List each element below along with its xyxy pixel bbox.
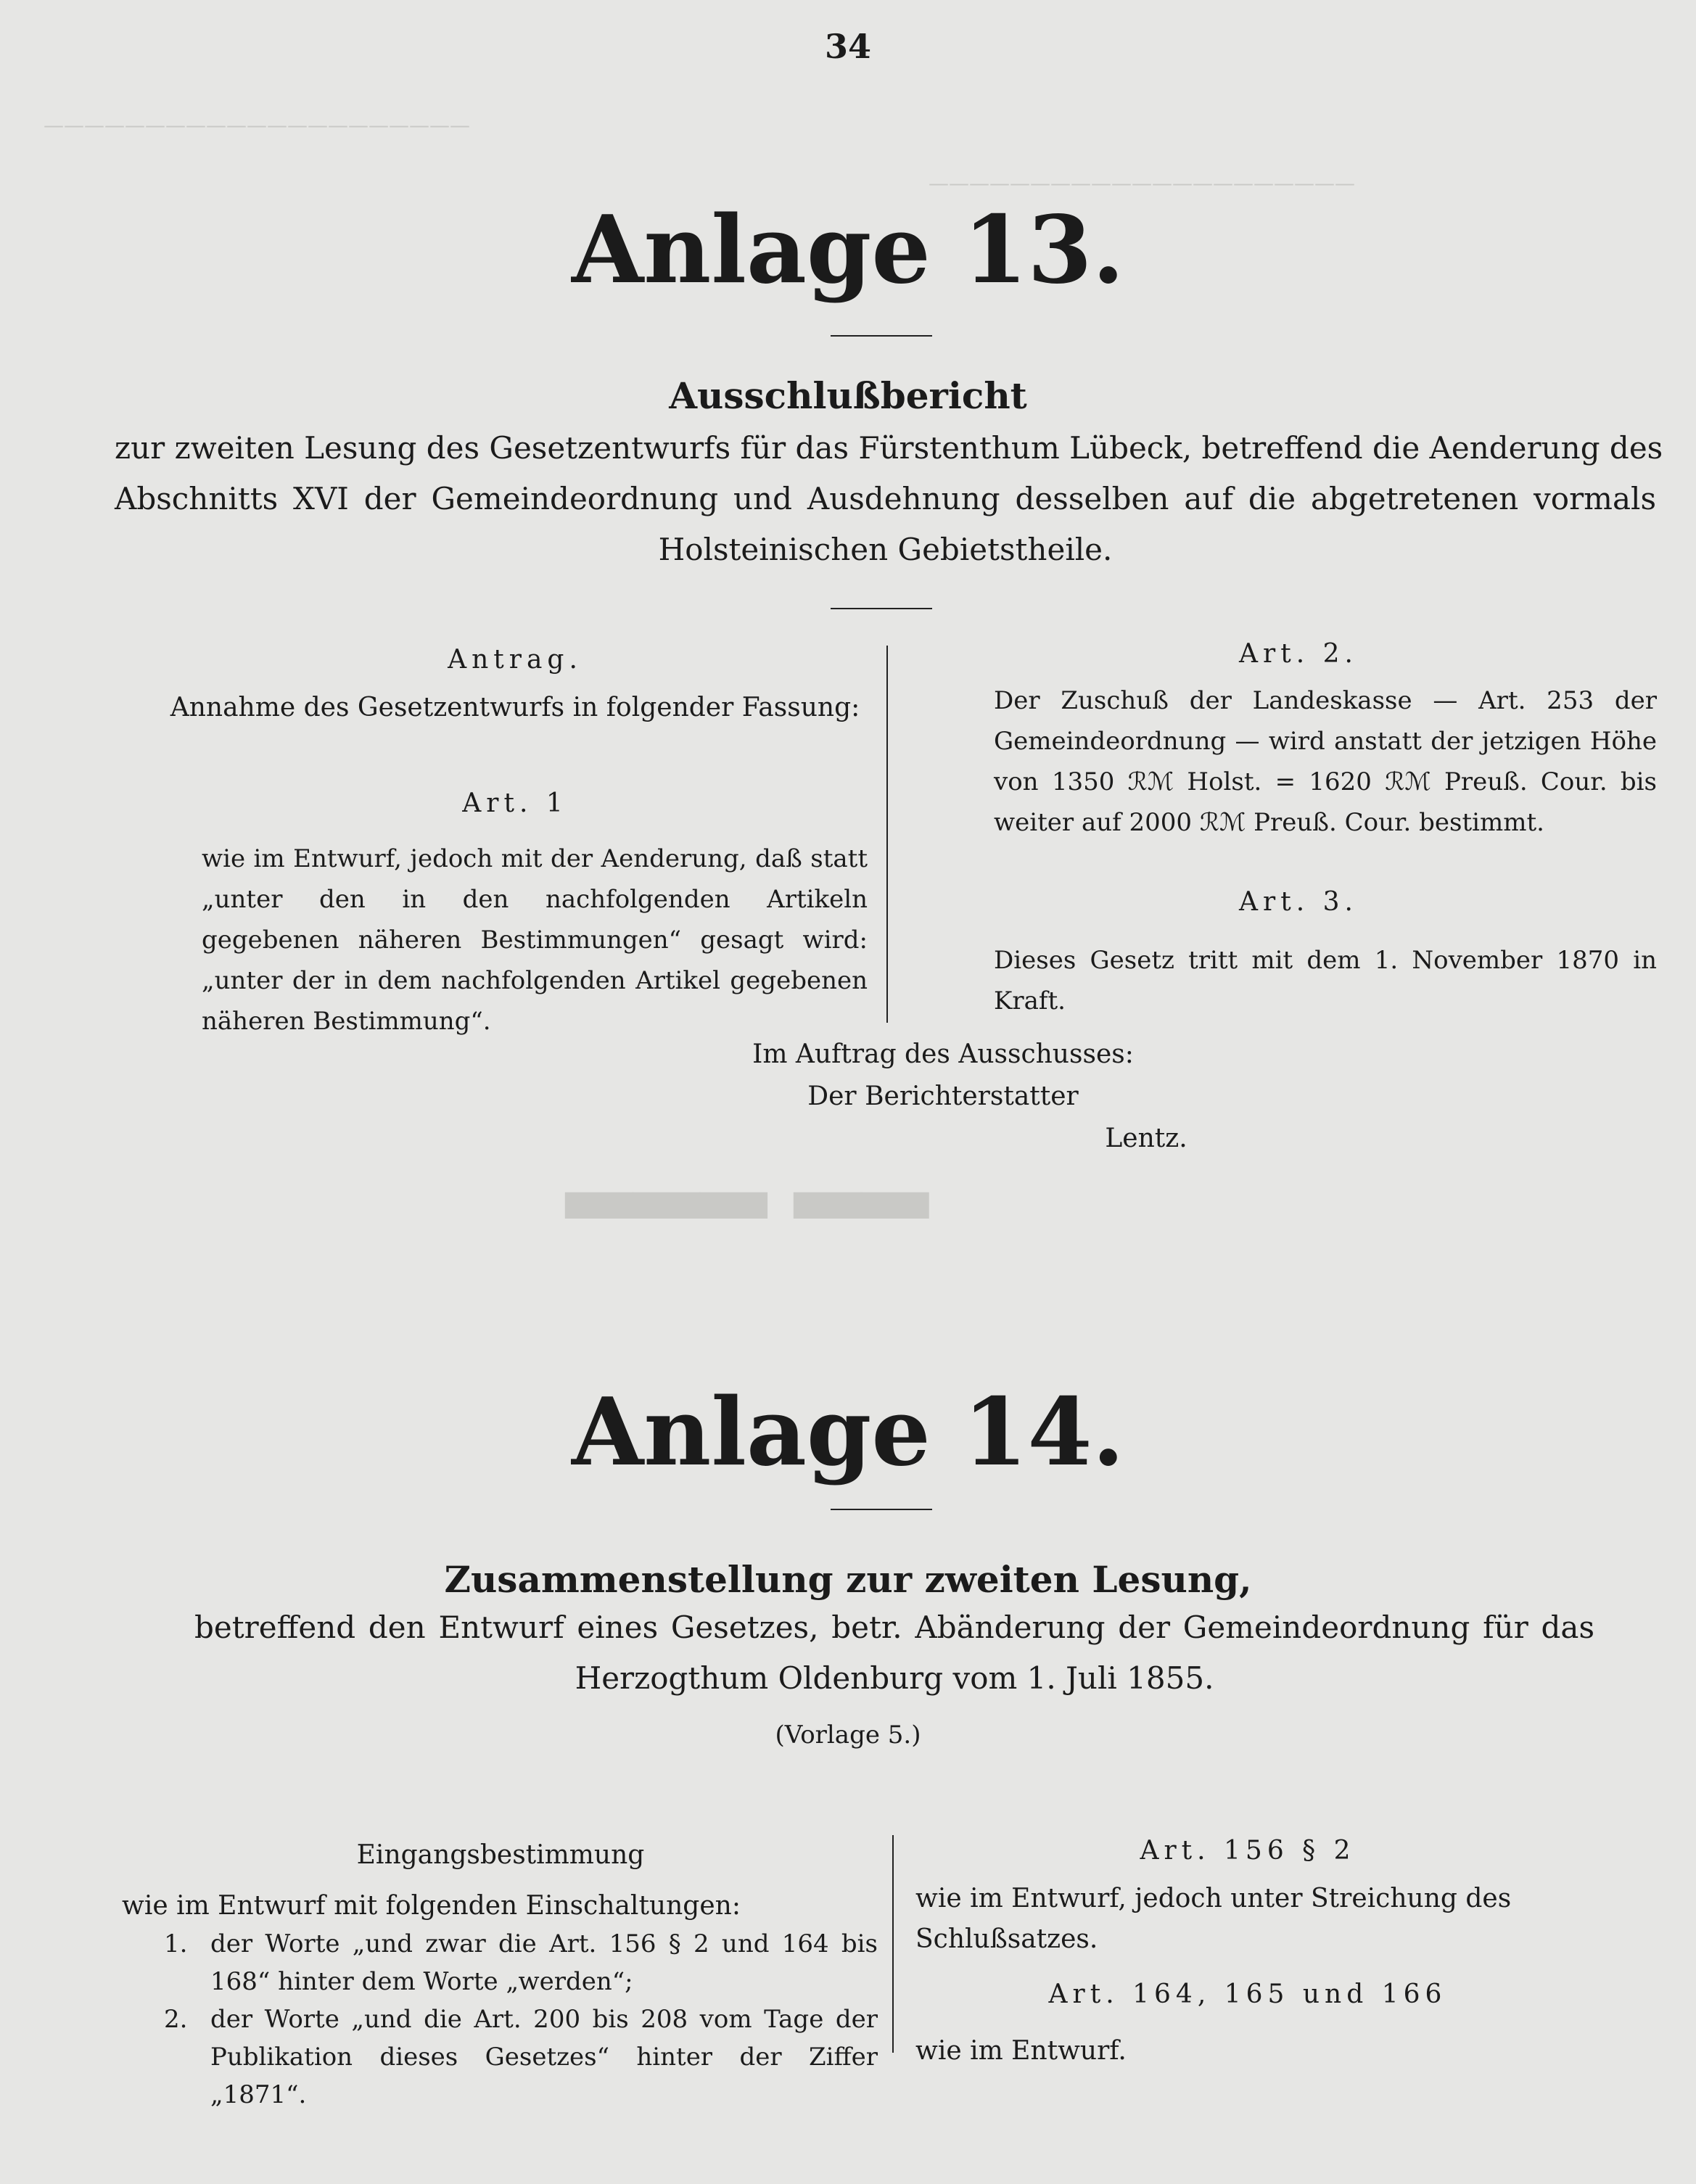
- antrag-text: Annahme des Gesetzentwurfs in folgender Fassung:: [170, 693, 860, 722]
- signoff-name: Lentz.: [1105, 1124, 1187, 1153]
- list-item-text: der Worte „und die Art. 200 bis 208 vom Tage der Publikation dieses Gesetzes“ hinter der Ziffer „1871“.: [210, 2005, 878, 2109]
- anlage14-subtitle: Zusammenstellung zur zweiten Lesung,: [444, 1558, 1252, 1601]
- bleed-through-text: —————————————————————: [929, 171, 1355, 195]
- art2-heading: Art. 2.: [1239, 639, 1358, 669]
- einschaltungen-list: [164, 1925, 878, 2114]
- art156-heading: Art. 156 § 2: [1140, 1836, 1356, 1866]
- title-rule: [831, 1509, 932, 1510]
- art164-heading: Art. 164, 165 und 166: [1048, 1979, 1447, 2009]
- eingang-heading: Eingangsbestimmung: [356, 1840, 645, 1870]
- anlage14-intro-line2: Herzogthum Oldenburg vom 1. Juli 1855.: [575, 1660, 1214, 1696]
- list-item-number: 1.: [164, 1929, 188, 1958]
- antrag-heading: Antrag.: [448, 645, 583, 675]
- anlage13-subtitle: Ausschlußbericht: [669, 374, 1027, 417]
- column-divider: [892, 1835, 894, 2053]
- title-rule: [831, 335, 932, 337]
- list-item: [164, 2000, 878, 2114]
- column-divider: [886, 646, 888, 1023]
- art1-heading: Art. 1: [462, 788, 568, 818]
- art3-heading: Art. 3.: [1239, 887, 1358, 917]
- list-item-number: 2.: [164, 2005, 188, 2034]
- art156-text: wie im Entwurf, jedoch unter Streichung des Schlußsatzes.: [915, 1884, 1512, 1954]
- art1-text: wie im Entwurf, jedoch mit der Aenderung, daß statt „unter den in den nachfolgenden Artikeln gegebenen näheren Bestimmungen“ gesagt wird: „unter der in dem nachfolgenden Artikel gegebenen näheren Bestimmung“.: [202, 844, 868, 1036]
- bleed-through-text: —————————————————————: [44, 113, 470, 137]
- anlage13-intro-line1: zur zweiten Lesung des Gesetzentwurfs für das Fürstenthum Lübeck, betreffend die Aenderung des: [115, 430, 1663, 466]
- signoff-line1: Im Auftrag des Ausschusses:: [752, 1039, 1134, 1069]
- anlage13-intro-line2: Abschnitts XVI der Gemeindeordnung und Ausdehnung desselben auf die abgetretenen vormals: [115, 481, 1656, 516]
- bleed-through-text: ▂▂▂ ▂▂: [566, 1117, 929, 1218]
- page-number: 34: [824, 27, 871, 66]
- art3-text: Dieses Gesetz tritt mit dem 1. November 1870 in Kraft.: [994, 946, 1657, 1015]
- list-item: [164, 1925, 878, 2000]
- anlage13-intro-line3: Holsteinischen Gebietstheile.: [658, 532, 1113, 567]
- signoff-line2: Der Berichterstatter: [807, 1081, 1079, 1111]
- art164-text: wie im Entwurf.: [915, 2036, 1127, 2066]
- eingang-text: wie im Entwurf mit folgenden Einschaltungen:: [122, 1891, 741, 1921]
- section-rule: [831, 608, 932, 609]
- vorlage-label: (Vorlage 5.): [775, 1721, 921, 1750]
- anlage13-title: Anlage 13.: [571, 196, 1125, 305]
- anlage14-title: Anlage 14.: [571, 1378, 1125, 1487]
- art2-text: Der Zuschuß der Landeskasse — Art. 253 der Gemeindeordnung — wird anstatt der jetzigen Höhe von 1350 ℛℳ Holst. = 1620 ℛℳ Preuß. Cour. bis weiter auf 2000 ℛℳ Preuß. Cour. bestimmt.: [994, 686, 1657, 837]
- list-item-text: der Worte „und zwar die Art. 156 § 2 und 164 bis 168“ hinter dem Worte „werden“;: [210, 1929, 878, 1996]
- anlage14-intro-line1: betreffend den Entwurf eines Gesetzes, betr. Abänderung der Gemeindeordnung für das: [194, 1610, 1594, 1645]
